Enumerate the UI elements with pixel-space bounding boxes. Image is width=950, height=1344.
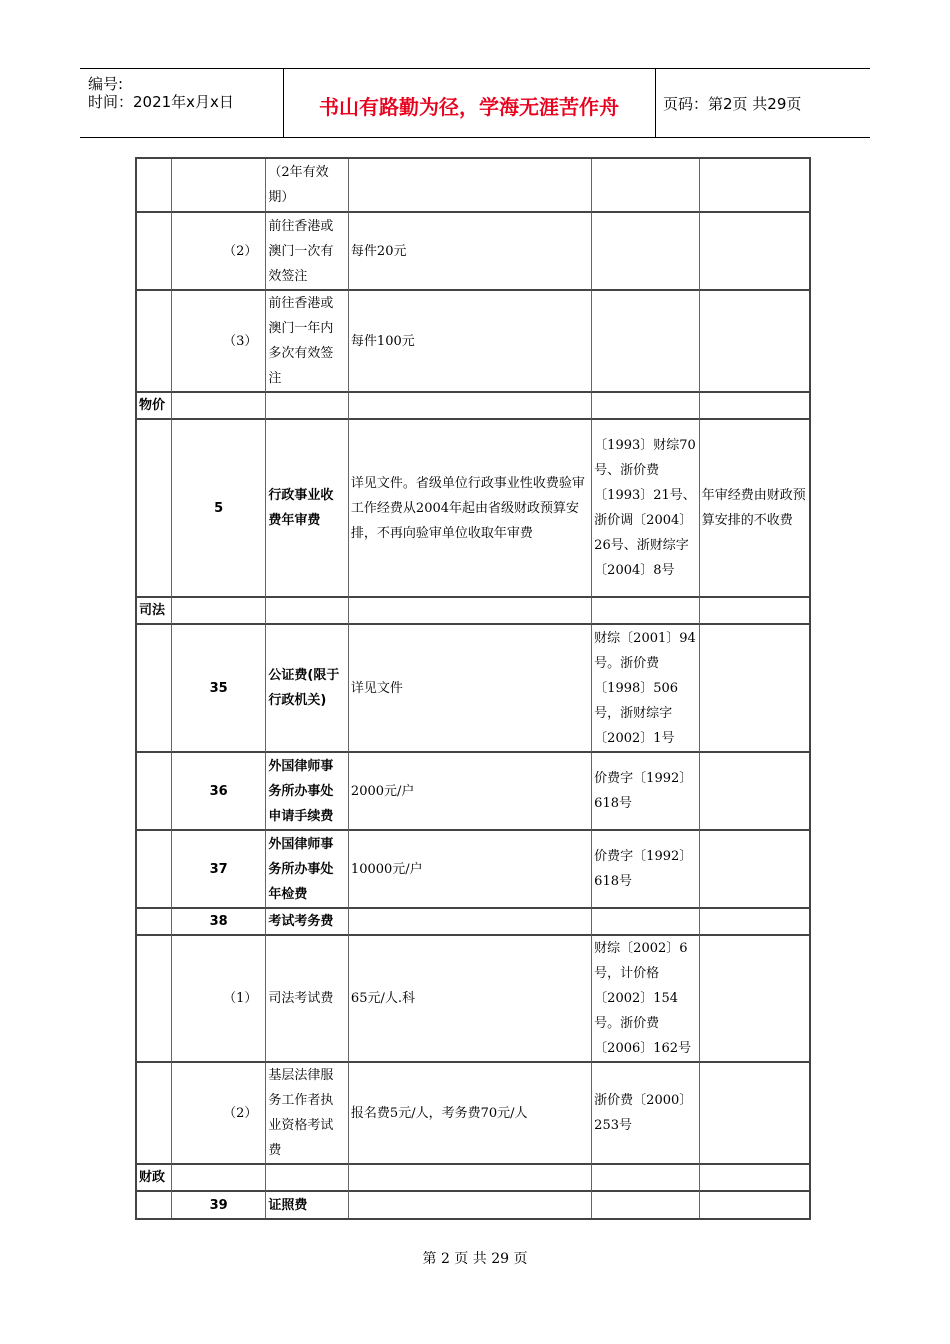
fee-standard-cell: 65元/人.科: [349, 936, 592, 1063]
item-number-cell: 39: [172, 1192, 267, 1218]
category-cell: [137, 831, 172, 909]
table-row: [137, 1192, 809, 1218]
category-cell: [137, 213, 172, 291]
category-cell: [137, 291, 172, 393]
item-name-cell: [266, 1165, 349, 1192]
item-name-cell: 基层法律服务工作者执业资格考试费: [266, 1063, 349, 1165]
document-cell: 财综〔2001〕94号。浙价费〔1998〕506号，浙财综字〔2002〕1号: [592, 625, 700, 753]
table-row: [137, 625, 809, 753]
item-name-cell: 行政事业收费年审费: [266, 420, 349, 598]
fee-standard-cell: [349, 598, 592, 625]
fee-table: [135, 157, 811, 1220]
item-name-cell: 外国律师事务所办事处申请手续费: [266, 753, 349, 831]
table-row: [137, 753, 809, 831]
table-row: [137, 909, 809, 936]
note-cell: [700, 213, 809, 291]
fee-standard-cell: [349, 1192, 592, 1218]
fee-standard-cell: [349, 393, 592, 420]
item-number-cell: 5: [172, 420, 267, 598]
category-cell: [137, 1192, 172, 1218]
item-number-cell: [172, 1165, 267, 1192]
category-cell: [137, 753, 172, 831]
category-cell: [137, 420, 172, 598]
item-name-cell: [266, 598, 349, 625]
page-header: [80, 68, 870, 138]
item-number-cell: （1）: [172, 936, 267, 1063]
document-cell: [592, 909, 700, 936]
item-name-cell: 外国律师事务所办事处年检费: [266, 831, 349, 909]
item-number-cell: （2）: [172, 213, 267, 291]
header-motto-cell: [283, 69, 656, 137]
table-row: [137, 598, 809, 625]
note-cell: [700, 291, 809, 393]
table-row: [137, 393, 809, 420]
fee-standard-cell: 详见文件: [349, 625, 592, 753]
document-cell: 财综〔2002〕6号，计价格〔2002〕154号。浙价费〔2006〕162号: [592, 936, 700, 1063]
time-label: 时间：2021年x月x日: [88, 93, 234, 111]
item-number-cell: （3）: [172, 291, 267, 393]
document-cell: 〔1993〕财综70号、浙价费〔1993〕21号、浙价调〔2004〕26号、浙财综字〔2004〕8号: [592, 420, 700, 598]
fee-standard-cell: 详见文件。省级单位行政事业性收费验审工作经费从2004年起由省级财政预算安排，不再向验审单位收取年审费: [349, 420, 592, 598]
document-cell: [592, 1165, 700, 1192]
fee-standard-cell: [349, 1165, 592, 1192]
table-row: [137, 159, 809, 213]
item-name-cell: 考试考务费: [266, 909, 349, 936]
category-cell: [137, 1063, 172, 1165]
note-cell: [700, 831, 809, 909]
table-row: [137, 831, 809, 909]
serial-label: 编号:: [88, 75, 124, 93]
table-row: [137, 1063, 809, 1165]
item-name-cell: 公证费(限于行政机关): [266, 625, 349, 753]
category-cell: [137, 936, 172, 1063]
category-cell: [137, 625, 172, 753]
category-cell: 财政: [137, 1165, 172, 1192]
note-cell: [700, 936, 809, 1063]
document-cell: [592, 393, 700, 420]
note-cell: 年审经费由财政预算安排的不收费: [700, 420, 809, 598]
item-number-cell: 38: [172, 909, 267, 936]
note-cell: [700, 159, 809, 213]
motto: 书山有路勤为径，学海无涯苦作舟: [319, 95, 619, 119]
document-cell: 价费字〔1992〕618号: [592, 753, 700, 831]
table-row: [137, 420, 809, 598]
fee-standard-cell: 10000元/户: [349, 831, 592, 909]
page-footer: 第 2 页 共 29 页: [422, 1251, 528, 1267]
note-cell: [700, 598, 809, 625]
item-number-cell: 37: [172, 831, 267, 909]
note-cell: [700, 909, 809, 936]
note-cell: [700, 625, 809, 753]
table-row: [137, 1165, 809, 1192]
document-cell: [592, 159, 700, 213]
item-number-cell: 35: [172, 625, 267, 753]
item-name-cell: 证照费: [266, 1192, 349, 1218]
table-row: [137, 291, 809, 393]
header-page-cell: [655, 69, 870, 137]
document-cell: [592, 1192, 700, 1218]
item-number-cell: [172, 393, 267, 420]
item-name-cell: [266, 393, 349, 420]
note-cell: [700, 393, 809, 420]
category-cell: [137, 909, 172, 936]
item-number-cell: [172, 159, 267, 213]
fee-standard-cell: 报名费5元/人，考务费70元/人: [349, 1063, 592, 1165]
note-cell: [700, 753, 809, 831]
page-label: 页码：第2页 共29页: [663, 95, 802, 113]
item-name-cell: 前往香港或澳门一次有效签注: [266, 213, 349, 291]
note-cell: [700, 1192, 809, 1218]
category-cell: [137, 159, 172, 213]
category-cell: 司法: [137, 598, 172, 625]
document-cell: 浙价费〔2000〕253号: [592, 1063, 700, 1165]
item-name-cell: 前往香港或澳门一年内多次有效签注: [266, 291, 349, 393]
fee-standard-cell: [349, 159, 592, 213]
table-row: [137, 936, 809, 1063]
table-row: [137, 213, 809, 291]
header-meta-cell: [80, 69, 284, 137]
fee-standard-cell: 2000元/户: [349, 753, 592, 831]
document-cell: [592, 598, 700, 625]
note-cell: [700, 1165, 809, 1192]
item-name-cell: （2年有效期）: [266, 159, 349, 213]
fee-standard-cell: 每件20元: [349, 213, 592, 291]
document-cell: [592, 213, 700, 291]
category-cell: 物价: [137, 393, 172, 420]
fee-standard-cell: [349, 909, 592, 936]
document-cell: [592, 291, 700, 393]
item-number-cell: （2）: [172, 1063, 267, 1165]
note-cell: [700, 1063, 809, 1165]
item-number-cell: [172, 598, 267, 625]
fee-standard-cell: 每件100元: [349, 291, 592, 393]
document-cell: 价费字〔1992〕618号: [592, 831, 700, 909]
item-name-cell: 司法考试费: [266, 936, 349, 1063]
item-number-cell: 36: [172, 753, 267, 831]
